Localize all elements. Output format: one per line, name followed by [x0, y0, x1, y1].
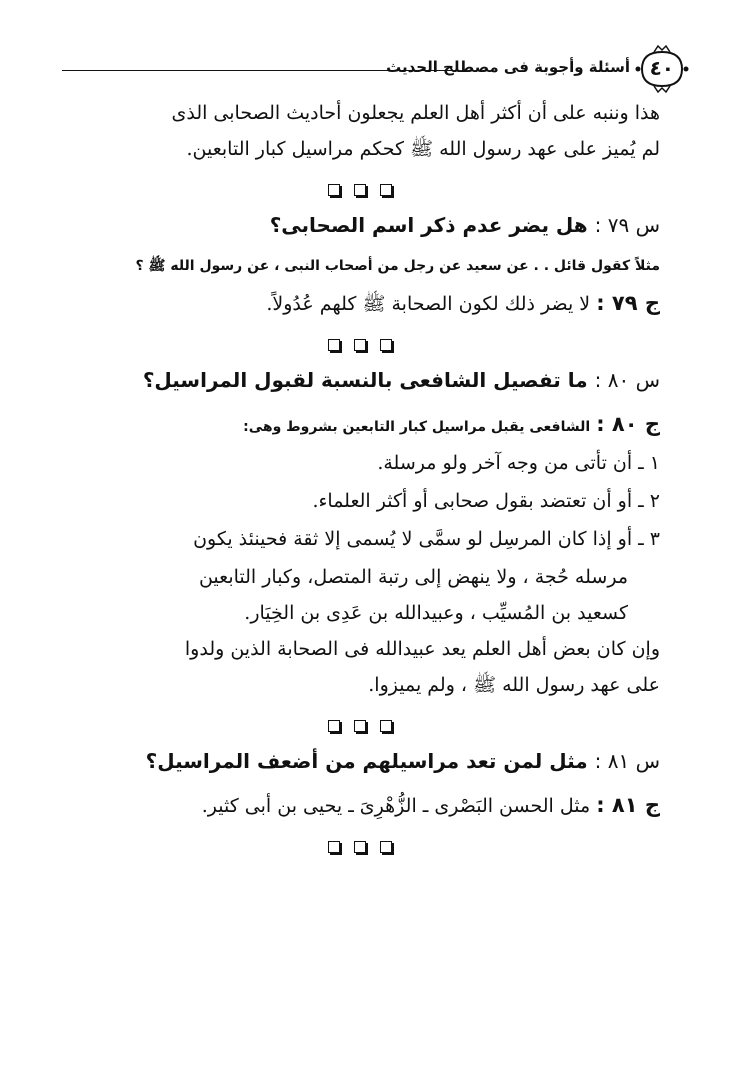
separator-square-icon: [380, 184, 392, 196]
intro-line-1: هذا وننبه على أن أكثر أهل العلم يجعلون أحاديث الصحابى الذى: [171, 102, 660, 124]
separator-square-icon: [328, 184, 340, 196]
section-separator: [60, 336, 660, 352]
separator-square-icon: [354, 720, 366, 732]
running-title: أسئلة وأجوبة فى مصطلح الحديث: [386, 58, 630, 76]
question-79-note: مثلاً كقول قائل . . عن سعيد عن رجل من أصحاب النبى ، عن رسول الله ﷺ ؟: [135, 258, 660, 274]
separator-square-icon: [380, 720, 392, 732]
question-text: مثل لمن تعد مراسيلهم من أضعف المراسيل؟: [145, 749, 588, 773]
separator-square-icon: [354, 184, 366, 196]
question-label: س ٨٠ :: [594, 368, 660, 392]
answer-text: الشافعى يقبل مراسيل كبار التابعين بشروط وهى:: [243, 419, 591, 435]
section-separator: [60, 838, 660, 854]
separator-square-icon: [354, 339, 366, 351]
closing-line-1: وإن كان بعض أهل العلم يعد عبيدالله فى الصحابة الذين ولدوا: [184, 638, 660, 660]
answer-text: لا يضر ذلك لكون الصحابة ﷺ كلهم عُدُولاً.: [266, 293, 591, 315]
separator-square-icon: [380, 339, 392, 351]
answer-80-intro: [60, 406, 660, 445]
separator-square-icon: [328, 720, 340, 732]
condition-item: ٢ ـ أو أن تعتضد بقول صحابى أو أكثر العلماء.: [312, 490, 660, 512]
page-body: [60, 95, 660, 866]
answer-81: [60, 787, 660, 824]
page-number: ٤٠: [649, 56, 674, 80]
question-label: س ٨١ :: [594, 749, 660, 773]
condition-item-3-line-3: كسعيد بن المُسيِّب ، وعبيدالله بن عَدِى بن الخِيَار.: [244, 602, 628, 624]
answer-label: ج ٨٠ :: [596, 412, 660, 436]
separator-square-icon: [328, 841, 340, 853]
condition-item: ١ ـ أن تأتى من وجه آخر ولو مرسلة.: [377, 452, 660, 474]
question-80: [60, 364, 660, 396]
answer-label: ج ٨١ :: [596, 793, 660, 817]
closing-line-2: على عهد رسول الله ﷺ ، ولم يميزوا.: [368, 674, 660, 696]
answer-label: ج ٧٩ :: [596, 291, 660, 315]
condition-item-3-line-2: مرسله حُجة ، ولا ينهض إلى رتبة المتصل، وكبار التابعين: [198, 566, 628, 588]
separator-square-icon: [380, 841, 392, 853]
intro-line-2: لم يُميز على عهد رسول الله ﷺ كحكم مراسيل كبار التابعين.: [186, 138, 660, 160]
question-81: [60, 745, 660, 777]
header-rule: [62, 70, 452, 71]
question-text: هل يضر عدم ذكر اسم الصحابى؟: [269, 213, 588, 237]
condition-item-3-line-1: ٣ ـ أو إذا كان المرسِل لو سمَّى لا يُسمى إلا ثقة فحينئذ يكون: [193, 528, 660, 550]
answer-text: مثل الحسن البَصْرى ـ الزُّهْرِىَ ـ يحيى بن أبى كثير.: [201, 795, 591, 817]
question-79: [60, 209, 660, 241]
question-text: ما تفصيل الشافعى بالنسبة لقبول المراسيل؟: [142, 368, 588, 392]
answer-79: [60, 285, 660, 322]
section-separator: [60, 181, 660, 197]
section-separator: [60, 717, 660, 733]
separator-square-icon: [354, 841, 366, 853]
page-header: [62, 44, 692, 94]
question-label: س ٧٩ :: [594, 213, 660, 237]
separator-square-icon: [328, 339, 340, 351]
